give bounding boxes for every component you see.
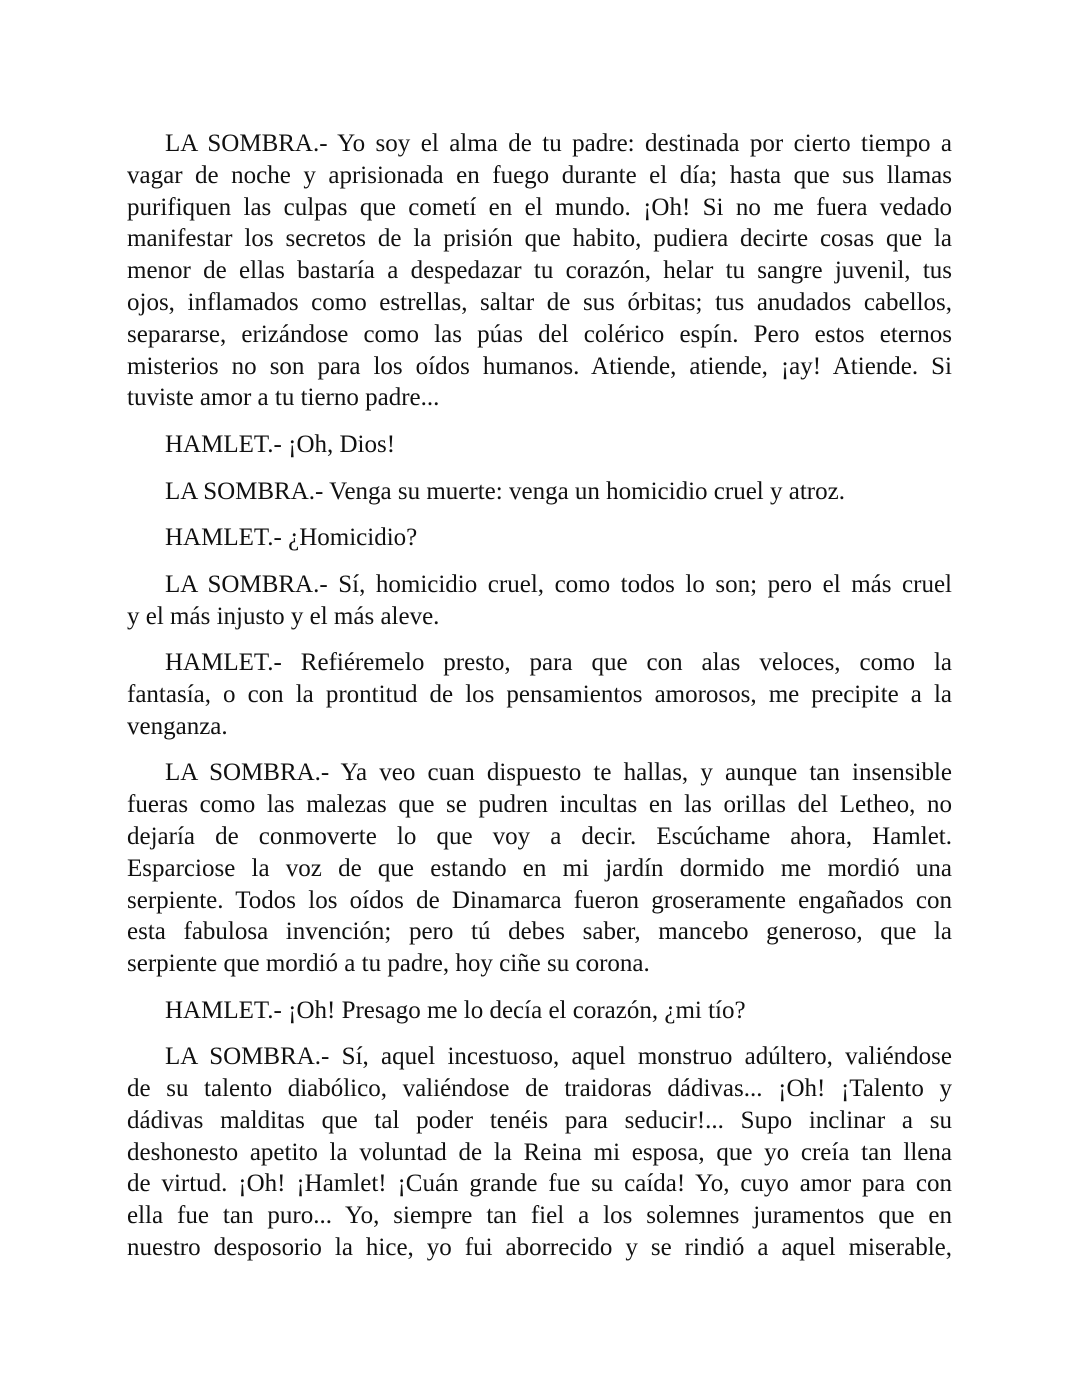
text-line: purifiquen las culpas que cometí en el mundo. ¡Oh! Si no me fuera vedado [127,193,952,221]
text-line: HAMLET.- Refiéremelo presto, para que con alas veloces, como la [165,649,952,677]
paragraph [127,429,952,461]
paragraph [127,522,952,554]
paragraph [127,995,952,1027]
text-line: separarse, erizándose como las púas del colérico espín. Pero estos eternos [127,320,952,348]
text-line: ella fue tan puro... Yo, siempre tan fiel a los solemnes juramentos que en [127,1202,952,1230]
text-line: vagar de noche y aprisionada en fuego durante el día; hasta que sus llamas [127,161,952,189]
text-line: serpiente. Todos los oídos de Dinamarca fueron groseramente engañados con [127,886,952,914]
text-line: venganza. [127,712,228,740]
text-line: dejaría de conmoverte lo que voy a decir. Escúchame ahora, Hamlet. [127,822,952,850]
text-line: tuviste amor a tu tierno padre... [127,384,440,412]
text-line: HAMLET.- ¿Homicidio? [165,524,418,552]
text-line: de virtud. ¡Oh! ¡Hamlet! ¡Cuán grande fue su caída! Yo, cuyo amor para con [127,1170,952,1198]
text-line: LA SOMBRA.- Sí, aquel incestuoso, aquel monstruo adúltero, valiéndose [165,1043,952,1071]
text-line: LA SOMBRA.- Yo soy el alma de tu padre: destinada por cierto tiempo a [165,130,952,157]
text-line: y el más injusto y el más aleve. [127,602,440,630]
text-line: Esparciose la voz de que estando en mi jardín dormido me mordió una [127,854,952,882]
paragraph [127,128,952,414]
text-line: LA SOMBRA.- Venga su muerte: venga un homicidio cruel y atroz. [165,477,845,505]
text-line: HAMLET.- ¡Oh, Dios! [165,430,396,458]
paragraph [127,647,952,742]
paragraph [127,1041,952,1264]
text-line: manifestar los secretos de la prisión que habito, pudiera decirte cosas que la [127,225,952,253]
text-line: menor de ellas bastaría a despedazar tu corazón, helar tu sangre juvenil, tus [127,257,952,285]
text-line: dádivas malditas que tal poder tenéis para seducir!... Supo inclinar a su [127,1106,952,1134]
text-line: fueras como las malezas que se pudren incultas en las orillas del Letheo, no [127,791,952,819]
text-line: esta fabulosa invención; pero tú debes saber, mancebo generoso, que la [127,918,952,946]
text-line: misterios no son para los oídos humanos. Atiende, atiende, ¡ay! Atiende. Si [127,352,952,380]
paragraph [127,476,952,508]
text-line: fantasía, o con la prontitud de los pensamientos amorosos, me precipite a la [127,680,952,708]
text-line: LA SOMBRA.- Ya veo cuan dispuesto te hallas, y aunque tan insensible [165,759,952,787]
document-page [127,128,952,1279]
paragraph [127,757,952,980]
text-line: HAMLET.- ¡Oh! Presago me lo decía el corazón, ¿mi tío? [165,996,746,1024]
text-line: LA SOMBRA.- Sí, homicidio cruel, como todos lo son; pero el más cruel [165,570,952,598]
text-line: de su talento diabólico, valiéndose de traidoras dádivas... ¡Oh! ¡Talento y [127,1075,952,1103]
text-line: serpiente que mordió a tu padre, hoy ciñe su corona. [127,950,650,978]
text-line: nuestro desposorio la hice, yo fui aborrecido y se rindió a aquel miserable, [127,1234,952,1262]
text-line: deshonesto apetito la voluntad de la Reina mi esposa, que yo creía tan llena [127,1138,952,1166]
paragraph [127,569,952,633]
text-line: ojos, inflamados como estrellas, saltar de sus órbitas; tus anudados cabellos, [127,288,952,316]
